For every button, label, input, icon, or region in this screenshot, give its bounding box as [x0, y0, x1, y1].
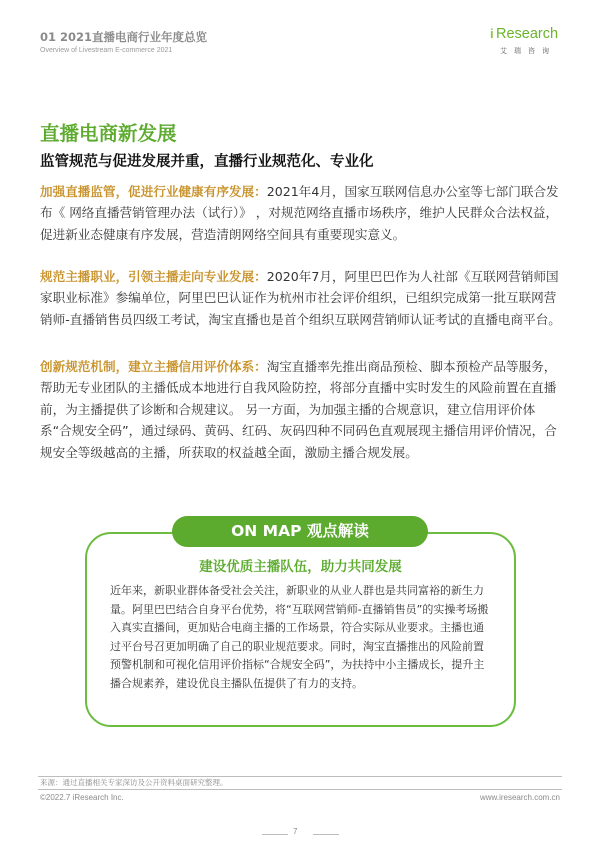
- callout-badge: ON MAP 观点解读: [172, 516, 428, 547]
- paragraph-body: 2021年4月，国家互联网信息办公室等七部门联合发布《 网络直播营销管理办法（试行）》 ，对规范网络直播市场秩序，维护人民群众合法权益，促进新业态健康有序发展，营造清朗网络空间具有重要现实意义。: [40, 184, 559, 242]
- logo-text: Research: [496, 26, 559, 42]
- source-note: 来源：通过直播相关专家深访及公开资料桌面研究整理。: [40, 778, 228, 787]
- page-number-line-right: [313, 834, 339, 835]
- page-number-line-left: [262, 834, 288, 835]
- page-number: 7: [293, 827, 298, 836]
- paragraph-lead: 规范主播职业，引领主播走向专业发展：: [40, 269, 267, 284]
- callout-body: 近年来，新职业群体备受社会关注，新职业的从业人群也是共同富裕的新生力量。阿里巴巴结合自身平台优势，将“互联网营销师-直播销售员”的实操考场搬入真实直播间，更加贴合电商主播的工作场景，符合实际从业要求。主播也通过平台号召更加明确了自己的职业规范要求。同时，淘宝直播推出的风险前置预警机制和可视化信用评价指标“合规安全码”，为扶持中小主播成长，提升主播合规素养，建设优良主播队伍提供了有力的支持。: [110, 584, 489, 690]
- iresearch-logo: [478, 26, 568, 60]
- paragraph-lead: 创新规范机制，建立主播信用评价体系：: [40, 359, 267, 374]
- section-title: 直播电商新发展: [40, 122, 177, 145]
- paragraph-lead: 加强直播监管，促进行业健康有序发展：: [40, 184, 267, 199]
- footer-divider-bottom: [38, 789, 562, 790]
- logo-chinese: 艾瑞咨询: [500, 47, 556, 55]
- paragraph-credit-system: [40, 356, 562, 463]
- report-header-title: 01 2021直播电商行业年度总览: [40, 30, 208, 44]
- paragraph-profession: [40, 266, 562, 330]
- report-header-subtitle: Overview of Livestream E-commerce 2021: [40, 47, 173, 54]
- paragraph-regulation: [40, 181, 562, 245]
- paragraph-body: 2020年7月，阿里巴巴作为人社部《互联网营销师国家职业标准》参编单位，阿里巴巴认证作为杭州市社会评价组织，已组织完成第一批互联网营销师-直播销售员四级工考试，淘宝直播也是首个组织互联网营销师认证考试的直播电商平台。: [40, 269, 561, 327]
- copyright: ©2022.7 iResearch Inc.: [40, 793, 124, 802]
- website-link[interactable]: www.iresearch.com.cn: [479, 793, 560, 802]
- logo-mark: i: [490, 26, 494, 41]
- section-subtitle: 监管规范与促进发展并重，直播行业规范化、专业化: [40, 154, 374, 170]
- callout-heading: 建设优质主播队伍，助力共同发展: [199, 559, 402, 575]
- paragraph-body: 淘宝直播率先推出商品预检、脚本预检产品等服务，帮助无专业团队的主播低成本地进行自我风险防控，将部分直播中实时发生的风险前置在直播前，为主播提供了诊断和合规建议。 另一方面，为加强主播的合规意识，建立信用评价体系“合规安全码”，通过绿码、黄码、红码、灰码四种不同码色直观展现主播信用评价情况，合规安全等级越高的主播，所获取的权益越全面，激励主播合规发展。: [40, 359, 557, 460]
